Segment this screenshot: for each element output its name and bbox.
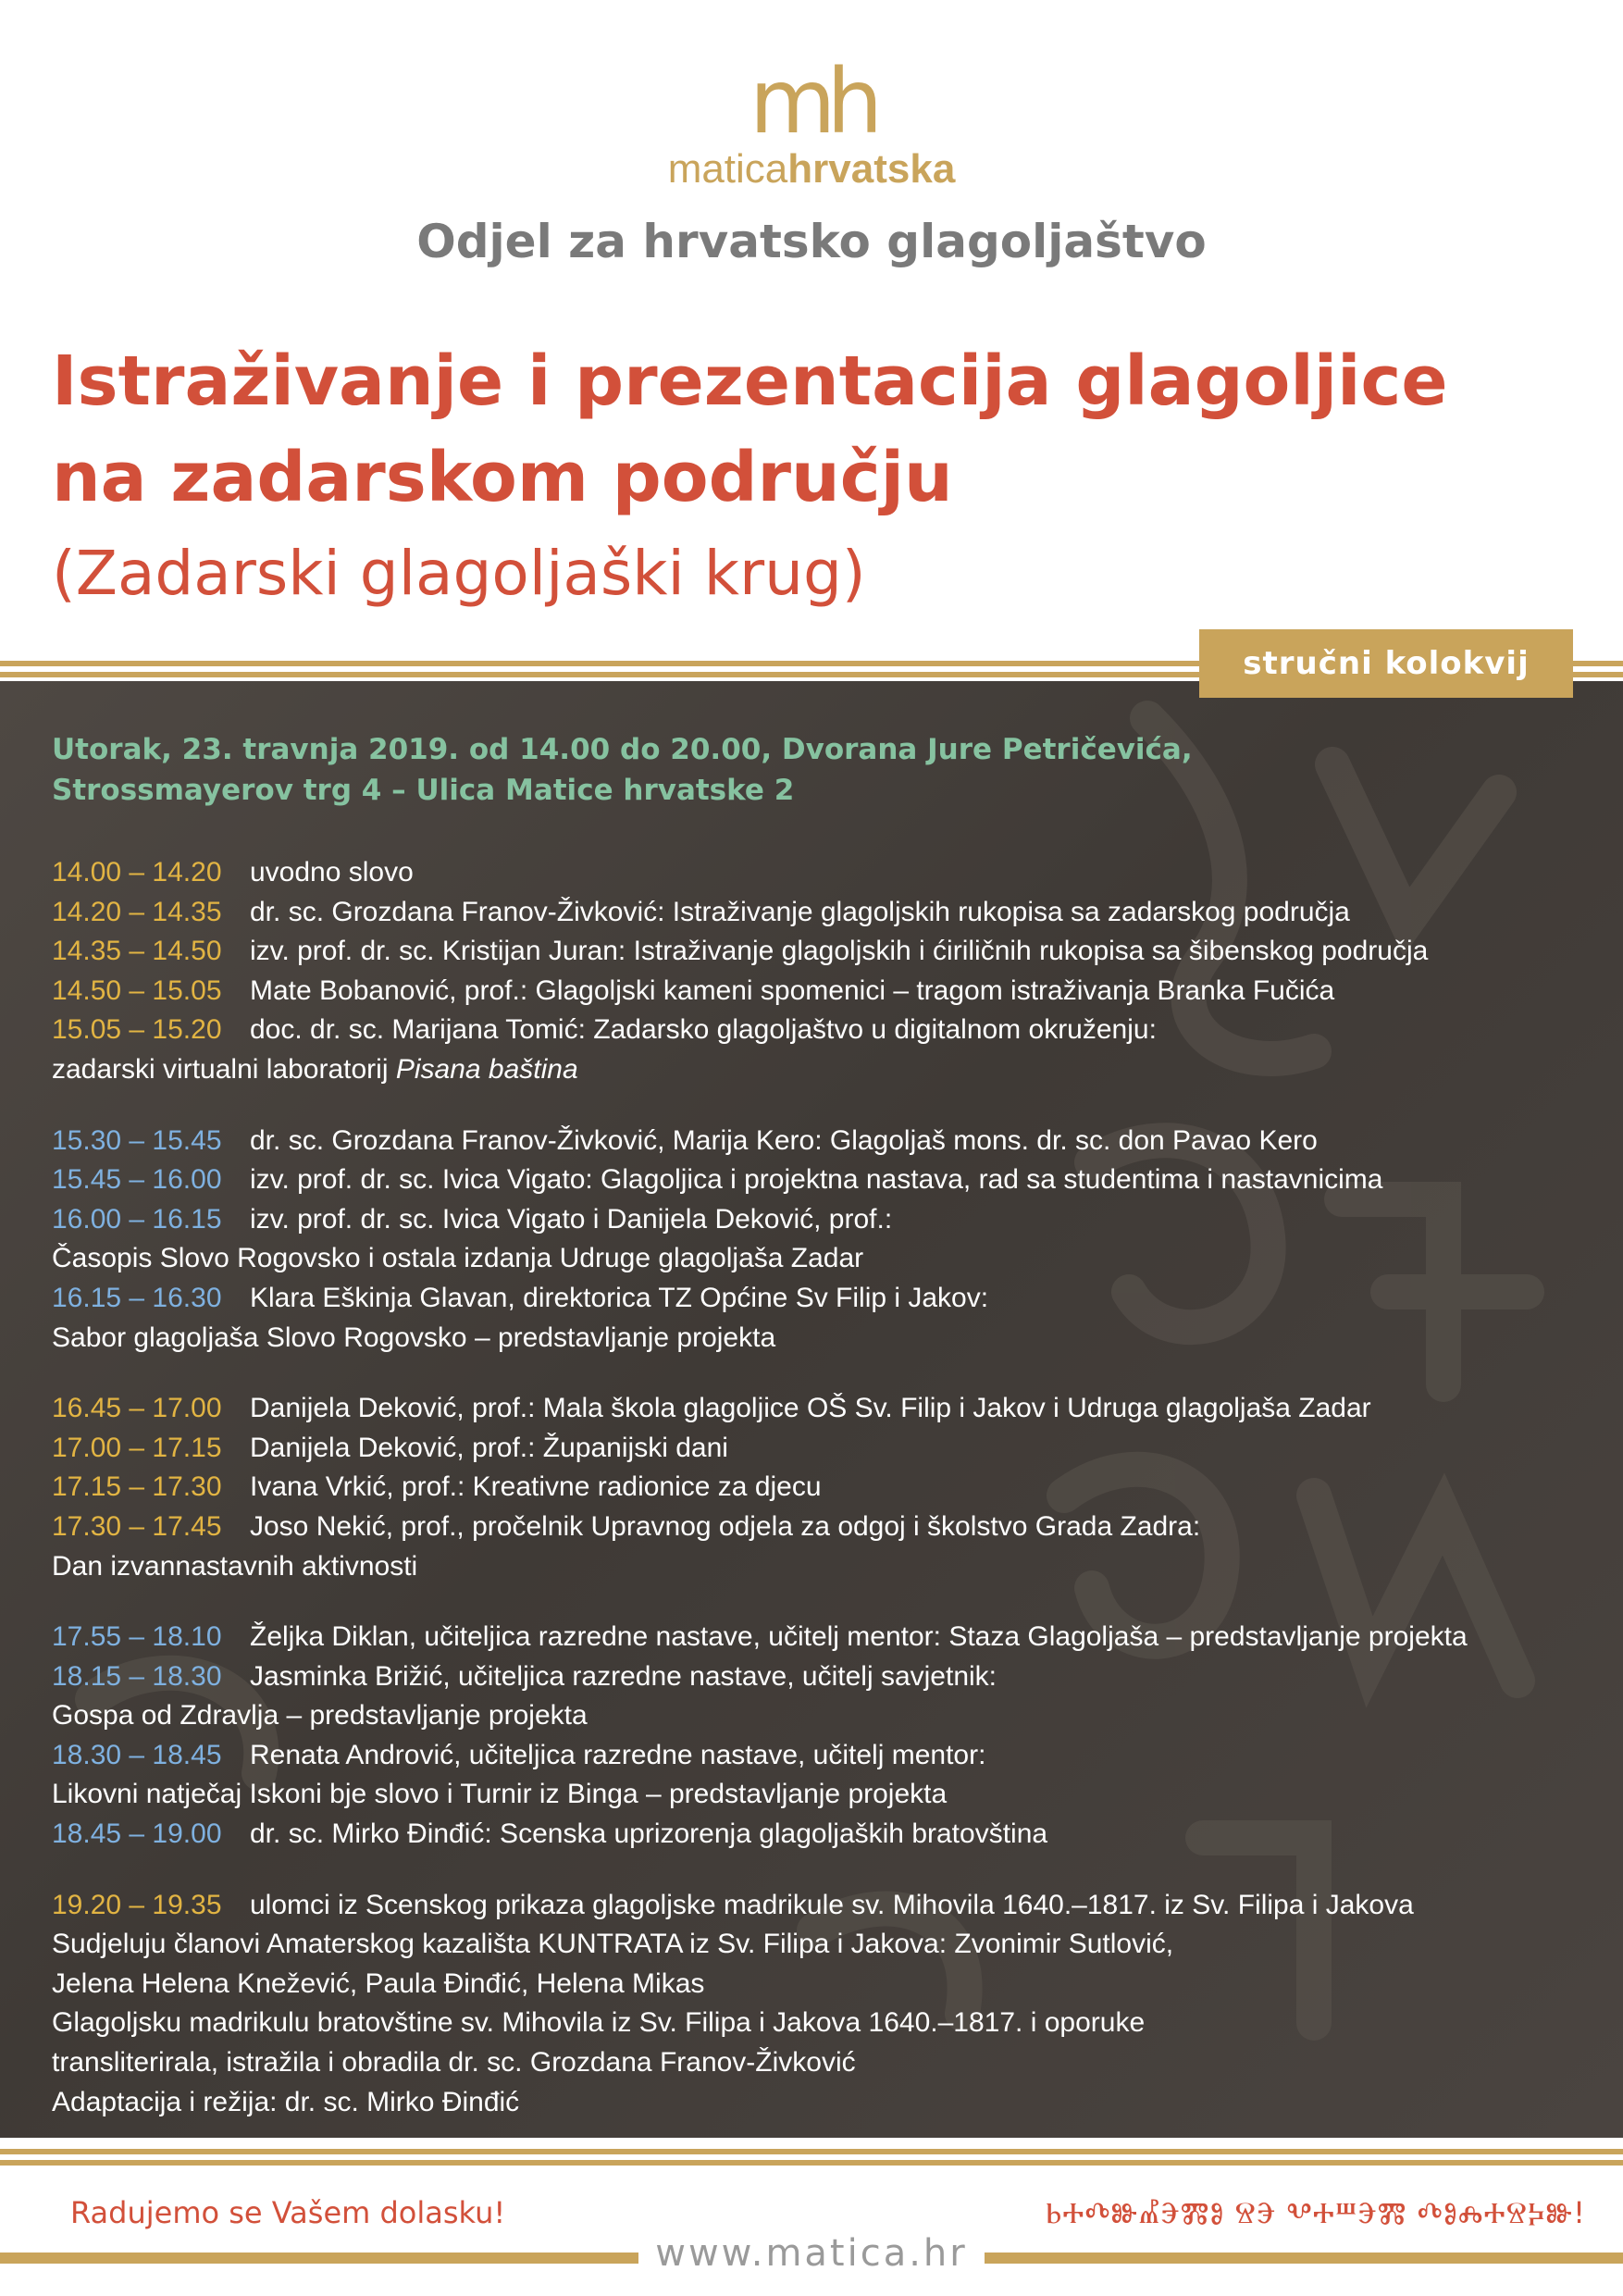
logo-word-bold: hrvatska [787,146,956,192]
schedule-text: ulomci iz Scenskog prikaza glagoljske madrikule sv. Mihovila 1640.–1817. iz Sv. Filipa i Jakova [250,1889,1414,1920]
schedule-time: 16.45 – 17.00 [52,1393,222,1424]
schedule-item [52,1011,1597,1089]
schedule-text: doc. dr. sc. Marijana Tomić: Zadarsko glagoljaštvo u digitalnom okruženju: [250,1014,1157,1046]
schedule-text: Ivana Vrkić, prof.: Kreativne radionice za djecu [250,1471,822,1503]
schedule-note-line: Sudjeluju članovi Amaterskog kazališta KUNTRATA iz Sv. Filipa i Jakova: Zvonimir Sutlović, [52,1929,1174,1960]
event-title [52,333,1588,526]
schedule-time: 17.30 – 17.45 [52,1510,222,1542]
schedule-text-continued [52,1319,1597,1359]
schedule-group [52,1618,1597,1855]
schedule-group [52,1389,1597,1586]
event-subtitle: (Zadarski glagoljaški krug) [52,538,866,609]
schedule-item [52,1736,1597,1815]
schedule-text: izv. prof. dr. sc. Ivica Vigato i Danijela Deković, prof.: [250,1203,893,1235]
schedule-text: izv. prof. dr. sc. Kristijan Juran: Istraživanje glagoljskih i ćiriličnih rukopisa sa šibenskog područja [250,936,1429,967]
event-title-line1: Istraživanje i prezentacija glagoljice [52,341,1448,421]
schedule-text: Jasminka Brižić, učiteljica razredne nastave, učitelj savjetnik: [250,1660,997,1692]
schedule-item [52,1815,1597,1855]
schedule-note-line: transliterirala, istražila i obradila dr. sc. Grozdana Franov-Živković [52,2047,856,2079]
schedule-text-continued-plain: Sabor glagoljaša Slovo Rogovsko – predstavljanje projekta [52,1322,776,1353]
schedule-text: dr. sc. Grozdana Franov-Živković: Istraživanje glagoljskih rukopisa sa zadarskog područja [250,896,1350,927]
schedule-time: 15.05 – 15.20 [52,1014,222,1046]
schedule-text: Danijela Deković, prof.: Mala škola glagoljice OŠ Sv. Filip i Jakov i Udruga glagoljaša Zadar [250,1393,1371,1424]
logo [0,50,1623,192]
footer-url[interactable]: www.matica.hr [655,2232,968,2275]
schedule-time: 14.00 – 14.20 [52,857,222,887]
schedule-text-continued-plain: zadarski virtualni laboratorij [52,1053,396,1085]
schedule-time: 17.15 – 17.30 [52,1471,222,1503]
schedule-item [52,1468,1597,1508]
logo-wordmark [0,146,1623,192]
schedule-time: 18.15 – 18.30 [52,1660,222,1692]
schedule-text-continued-plain: Dan izvannastavnih aktivnosti [52,1550,418,1582]
schedule-group [52,1122,1597,1359]
schedule-text-continued [52,1239,1597,1279]
event-type-badge: stručni kolokvij [1199,629,1573,698]
schedule-item [52,893,1597,933]
schedule-text-continued-plain: Gospa od Zdravlja – predstavljanje projekta [52,1700,588,1731]
schedule-item [52,1886,1597,1926]
footer-welcome: Radujemo se Vašem dolasku! [70,2195,506,2230]
event-venue [52,729,1579,811]
schedule-time: 14.35 – 14.50 [52,936,222,967]
schedule-item [52,1279,1597,1358]
schedule-text-italic: Pisana baština [395,1053,578,1085]
schedule-time: 17.00 – 17.15 [52,1432,222,1463]
schedule-text-continued [52,1547,1597,1587]
schedule-item [52,1429,1597,1469]
schedule-group [52,853,1597,1090]
schedule-note-line: Glagoljsku madrikulu bratovštine sv. Mihovila iz Sv. Filipa i Jakova 1640.–1817. i oporuke [52,2007,1146,2039]
schedule-item [52,1160,1597,1200]
schedule-time: 16.15 – 16.30 [52,1282,222,1313]
schedule-time: 14.50 – 15.05 [52,974,222,1006]
schedule-group [52,1886,1597,2123]
schedule-item [52,1618,1597,1657]
schedule-text-continued-plain: Časopis Slovo Rogovsko i ostala izdanja Udruge glagoljaša Zadar [52,1243,864,1274]
schedule-time: 15.45 – 16.00 [52,1164,222,1196]
schedule [52,853,1597,2138]
schedule-time: 18.30 – 18.45 [52,1739,222,1770]
schedule-note-line: Jelena Helena Knežević, Paula Đinđić, Helena Mikas [52,1967,705,1999]
schedule-item [52,1508,1597,1586]
schedule-note-line: Adaptacija i režija: dr. sc. Mirko Đinđić [52,2086,520,2117]
schedule-text: uvodno slovo [250,857,414,887]
schedule-item [52,932,1597,972]
schedule-text-continued [52,1696,1597,1736]
program-panel [0,681,1623,2138]
schedule-time: 15.30 – 15.45 [52,1124,222,1156]
department-title: Odjel za hrvatsko glagoljaštvo [416,215,1207,268]
schedule-time: 19.20 – 19.35 [52,1889,222,1920]
logo-word-light: matica [667,146,788,192]
schedule-time: 14.20 – 14.35 [52,896,222,927]
schedule-text: Joso Nekić, prof., pročelnik Upravnog odjela za odgoj i školstvo Grada Zadra: [250,1510,1201,1542]
schedule-text: Klara Eškinja Glavan, direktorica TZ Općine Sv Filip i Jakov: [250,1282,989,1313]
venue-line1: Utorak, 23. travnja 2019. od 14.00 do 20.00, Dvorana Jure Petričevića, [52,733,1193,766]
event-title-line2: na zadarskom području [52,438,953,517]
schedule-text-continued [52,1050,1597,1090]
schedule-text: Željka Diklan, učiteljica razredne nastave, učitelj mentor: Staza Glagoljaša – predstavljanje projekta [250,1621,1468,1653]
schedule-text: izv. prof. dr. sc. Ivica Vigato: Glagoljica i projektna nastava, rad sa studentima i nastavnicima [250,1164,1383,1196]
schedule-item [52,1122,1597,1161]
schedule-text: Renata Andrović, učiteljica razredne nastave, učitelj mentor: [250,1739,986,1770]
schedule-time: 16.00 – 16.15 [52,1203,222,1235]
footer-divider-top [0,2149,1623,2154]
schedule-text-continued-plain: Likovni natječaj Iskoni bje slovo i Turnir iz Binga – predstavljanje projekta [52,1779,948,1810]
footer-welcome-glagolitic: ⰓⰀⰄⰖⰌⰅⰏⰑ ⰔⰅ ⰂⰀⰞⰅⰏ ⰄⰑⰎⰀⰔⰍⰖ! [1045,2195,1586,2230]
logo-mark: mh [749,50,874,154]
schedule-item [52,1389,1597,1429]
schedule-item [52,853,1597,893]
venue-line2: Strossmayerov trg 4 – Ulica Matice hrvatske 2 [52,774,795,807]
schedule-item [52,1657,1597,1736]
schedule-item [52,972,1597,1011]
schedule-time: 17.55 – 18.10 [52,1621,222,1653]
schedule-text: Mate Bobanović, prof.: Glagoljski kameni spomenici – tragom istraživanja Branka Fučića [250,974,1335,1006]
schedule-text-continued [52,1775,1597,1815]
schedule-text: dr. sc. Grozdana Franov-Živković, Marija Kero: Glagoljaš mons. dr. sc. don Pavao Kero [250,1124,1318,1156]
schedule-time: 18.45 – 19.00 [52,1818,222,1850]
schedule-item [52,1200,1597,1279]
schedule-text: dr. sc. Mirko Đinđić: Scenska uprizorenja glagoljaških bratovština [250,1818,1048,1850]
schedule-text: Danijela Deković, prof.: Županijski dani [250,1432,728,1463]
footer-divider-bottom [0,2160,1623,2166]
